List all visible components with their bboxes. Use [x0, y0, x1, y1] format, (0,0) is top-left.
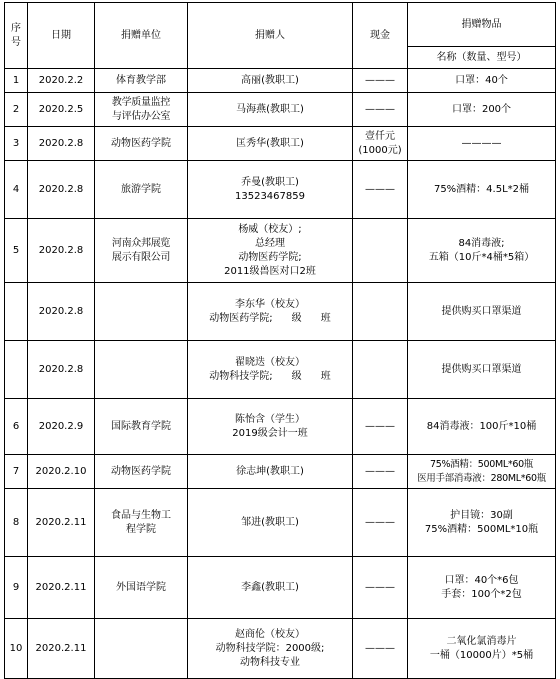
row-no: 2: [5, 93, 28, 127]
row-donor: 杨威（校友）; 总经理 动物医药学院; 2011级兽医对口2班: [188, 219, 353, 283]
header-cash: 现金: [353, 3, 408, 69]
table-row: [5, 69, 556, 93]
table-row: [5, 283, 556, 341]
row-date: 2020.2.5: [28, 93, 95, 127]
row-no: 5: [5, 219, 28, 283]
row-cash: ———: [353, 93, 408, 127]
table-row: [5, 161, 556, 219]
header-unit: 捐赠单位: [95, 3, 188, 69]
row-items: 口罩：200个: [408, 93, 556, 127]
table-row: [5, 127, 556, 161]
row-cash: ———: [353, 557, 408, 619]
row-date: 2020.2.9: [28, 399, 95, 455]
row-no: 9: [5, 557, 28, 619]
row-donor: 乔曼(教职工) 13523467859: [188, 161, 353, 219]
row-unit: [95, 619, 188, 679]
row-donor: 陈怡含（学生） 2019级会计一班: [188, 399, 353, 455]
row-unit: 动物医药学院: [95, 127, 188, 161]
row-donor: 邹进(教职工): [188, 489, 353, 557]
row-no: 8: [5, 489, 28, 557]
row-donor: 匡秀华(教职工): [188, 127, 353, 161]
row-date: 2020.2.11: [28, 619, 95, 679]
row-donor: 李鑫(教职工): [188, 557, 353, 619]
row-no: [5, 341, 28, 399]
row-items: ————: [408, 127, 556, 161]
row-unit: 国际教育学院: [95, 399, 188, 455]
header-no: 序 号: [5, 3, 28, 69]
header-donor: 捐赠人: [188, 3, 353, 69]
row-date: 2020.2.8: [28, 219, 95, 283]
header-items: 捐赠物品: [408, 3, 556, 47]
header-row: [5, 3, 556, 47]
row-donor: 李东华（校友） 动物医药学院; 级 班: [188, 283, 353, 341]
row-cash: ———: [353, 619, 408, 679]
header-items-sub: 名称（数量、型号）: [408, 47, 556, 69]
row-no: 7: [5, 455, 28, 489]
row-unit: 体育教学部: [95, 69, 188, 93]
row-items: 75%酒精：500ML*60瓶 医用手部消毒液：280ML*60瓶: [408, 455, 556, 489]
row-date: 2020.2.8: [28, 127, 95, 161]
row-no: 6: [5, 399, 28, 455]
row-unit: 教学质量监控 与评估办公室: [95, 93, 188, 127]
row-no: 1: [5, 69, 28, 93]
row-donor: 翟晓迭（校友） 动物科技学院; 级 班: [188, 341, 353, 399]
table-row: [5, 93, 556, 127]
row-items: 84消毒液; 五箱（10斤*4桶*5箱）: [408, 219, 556, 283]
row-donor: 马海燕(教职工): [188, 93, 353, 127]
row-unit: 旅游学院: [95, 161, 188, 219]
table-row: [5, 619, 556, 679]
row-cash: [353, 341, 408, 399]
row-date: 2020.2.8: [28, 341, 95, 399]
row-no: 3: [5, 127, 28, 161]
table-row: [5, 455, 556, 489]
row-unit: [95, 341, 188, 399]
row-unit: 外国语学院: [95, 557, 188, 619]
table-row: [5, 219, 556, 283]
table-row: [5, 489, 556, 557]
row-cash: ———: [353, 69, 408, 93]
table-row: [5, 341, 556, 399]
row-items: 护目镜：30副 75%酒精：500ML*10瓶: [408, 489, 556, 557]
row-date: 2020.2.10: [28, 455, 95, 489]
row-cash: [353, 219, 408, 283]
row-donor: 高丽(教职工): [188, 69, 353, 93]
row-cash: ———: [353, 455, 408, 489]
row-date: 2020.2.11: [28, 489, 95, 557]
row-date: 2020.2.11: [28, 557, 95, 619]
row-cash: ———: [353, 161, 408, 219]
table-row: [5, 399, 556, 455]
row-items: 二氧化氯消毒片 一桶（10000片）*5桶: [408, 619, 556, 679]
donation-table: [4, 2, 556, 679]
row-date: 2020.2.8: [28, 161, 95, 219]
row-unit: 食品与生物工 程学院: [95, 489, 188, 557]
row-unit: 河南众邦展览 展示有限公司: [95, 219, 188, 283]
row-unit: 动物医药学院: [95, 455, 188, 489]
row-no: 4: [5, 161, 28, 219]
row-date: 2020.2.8: [28, 283, 95, 341]
row-items: 提供购买口罩渠道: [408, 283, 556, 341]
row-date: 2020.2.2: [28, 69, 95, 93]
row-items: 口罩：40个: [408, 69, 556, 93]
row-items: 口罩：40个*6包 手套：100个*2包: [408, 557, 556, 619]
row-cash: [353, 283, 408, 341]
row-cash: ———: [353, 399, 408, 455]
row-unit: [95, 283, 188, 341]
row-items: 84消毒液：100斤*10桶: [408, 399, 556, 455]
row-donor: 赵商伦（校友） 动物科技学院：2000级; 动物科技专业: [188, 619, 353, 679]
row-donor: 徐志坤(教职工): [188, 455, 353, 489]
table-row: [5, 557, 556, 619]
header-date: 日期: [28, 3, 95, 69]
row-items: 提供购买口罩渠道: [408, 341, 556, 399]
row-items: 75%酒精：4.5L*2桶: [408, 161, 556, 219]
row-cash: ———: [353, 489, 408, 557]
row-cash: 壹仟元 (1000元): [353, 127, 408, 161]
row-no: 10: [5, 619, 28, 679]
row-no: [5, 283, 28, 341]
